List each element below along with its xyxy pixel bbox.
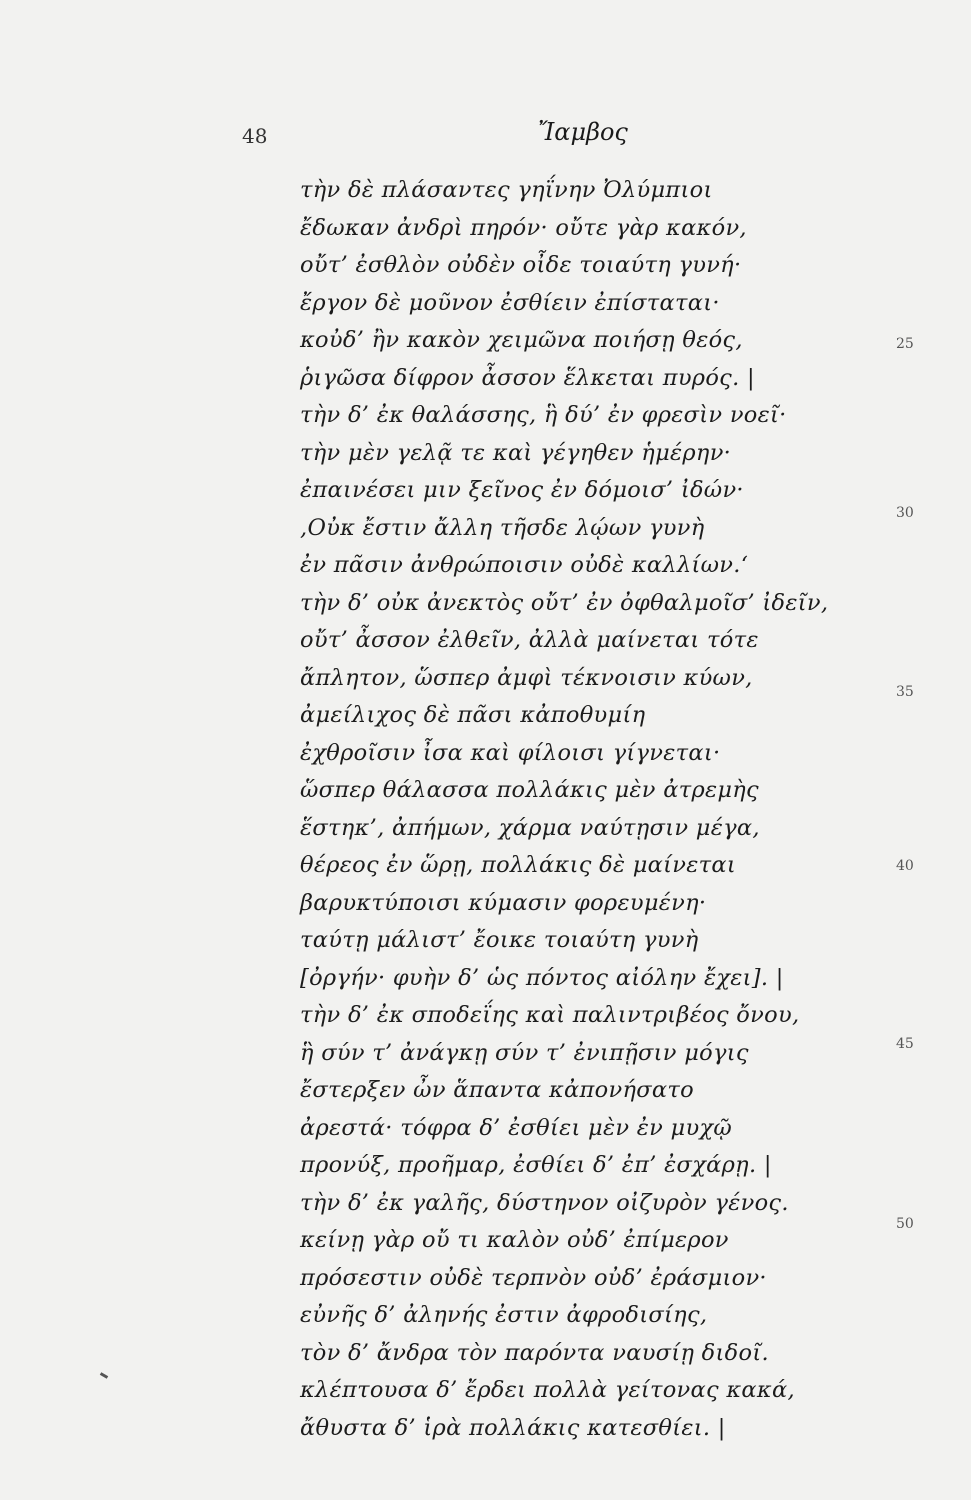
verse-line: ἐπαινέσει μιν ξεῖνος ἐν δόμοισ’ ἰδών· <box>300 477 744 503</box>
verse-line: κλέπτουσα δ’ ἔρδει πολλὰ γείτονας κακά, <box>300 1377 795 1403</box>
verse-line: [ὀργήν· φυὴν δ’ ὡς πόντος αἰόλην ἔχει]. | <box>300 964 784 991</box>
page-number: 48 <box>242 124 268 148</box>
verse-line: τὴν δ’ οὐκ ἀνεκτὸς οὔτ’ ἐν ὀφθαλμοῖσ’ ἰδεῖν, <box>300 589 829 616</box>
verse-line: ἣ σύν τ’ ἀνάγκῃ σύν τ’ ἐνιπῇσιν μόγις <box>300 1039 749 1066</box>
verse-line: θέρεος ἐν ὥρῃ, πολλάκις δὲ μαίνεται <box>300 852 736 878</box>
verse-line: ῥιγῶσα δίφρον ἆσσον ἕλκεται πυρός. | <box>300 364 755 391</box>
poem-text <box>300 172 880 1447</box>
running-title: Ἴαμβος <box>538 118 628 146</box>
verse-line: ,Οὐκ ἔστιν ἄλλη τῆσδε λῴων γυνὴ <box>300 514 705 541</box>
verse-line: ἔστερξεν ὦν ἅπαντα κἀπονήσατο <box>300 1077 694 1103</box>
verse-line: κοὐδ’ ἢν κακὸν χειμῶνα ποιήσῃ θεός, <box>300 327 743 353</box>
verse-line: τὸν δ’ ἄνδρα τὸν παρόντα ναυσίῃ διδοῖ. <box>300 1339 769 1366</box>
verse-line: ἕστηκ’, ἀπήμων, χάρμα ναύτῃσιν μέγα, <box>300 814 760 841</box>
line-number-40: 40 <box>896 858 914 874</box>
verse-line: ὥσπερ θάλασσα πολλάκις μὲν ἀτρεμὴς <box>300 777 759 803</box>
verse-line: ἔργον δὲ μοῦνον ἐσθίειν ἐπίσταται· <box>300 289 720 316</box>
verse-line: κείνῃ γὰρ οὔ τι καλὸν οὐδ’ ἐπίμερον <box>300 1227 729 1253</box>
line-number-35: 35 <box>896 684 914 700</box>
line-number-45: 45 <box>896 1036 914 1052</box>
verse-line: πρόσεστιν οὐδὲ τερπνὸν οὐδ’ ἐράσμιον· <box>300 1264 767 1291</box>
verse-line: τὴν δ’ ἐκ σποδεΐης καὶ παλιντριβέος ὄνου, <box>300 1002 800 1028</box>
verse-line: ἐχθροῖσιν ἶσα καὶ φίλοισι γίγνεται· <box>300 739 721 766</box>
verse-line: ἀρεστά· τόφρα δ’ ἐσθίει μὲν ἐν μυχῷ <box>300 1114 733 1141</box>
line-number-50: 50 <box>896 1216 914 1232</box>
verse-line: ἐν πᾶσιν ἀνθρώποισιν οὐδὲ καλλίων.‘ <box>300 552 749 578</box>
verse-line: τὴν δ’ ἐκ γαλῆς, δύστηνον οἰζυρὸν γένος. <box>300 1189 789 1216</box>
verse-line: τὴν δὲ πλάσαντες γηΐνην Ὀλύμπιοι <box>300 177 713 203</box>
verse-line: τὴν δ’ ἐκ θαλάσσης, ἣ δύ’ ἐν φρεσὶν νοεῖ· <box>300 402 787 428</box>
verse-line: ἄπλητον, ὥσπερ ἀμφὶ τέκνοισιν κύων, <box>300 664 753 691</box>
verse-line: οὔτ’ ἐσθλὸν οὐδὲν οἶδε τοιαύτη γυνή· <box>300 252 742 278</box>
verse-line: ταύτῃ μάλιστ’ ἔοικε τοιαύτη γυνὴ <box>300 927 699 953</box>
verse-line: τὴν μὲν γελᾷ τε καὶ γέγηθεν ἡμέρην· <box>300 439 732 466</box>
line-number-25: 25 <box>896 336 914 352</box>
verse-line: ἄθυστα δ’ ἱρὰ πολλάκις κατεσθίει. | <box>300 1414 726 1441</box>
verse-line: ἀμείλιχος δὲ πᾶσι κἀποθυμίη <box>300 702 646 728</box>
verse-line: ἔδωκαν ἀνδρὶ πηρόν· οὔτε γὰρ κακόν, <box>300 214 747 241</box>
verse-line: βαρυκτύποισι κύμασιν φορευμένη· <box>300 889 707 916</box>
verse-line: οὔτ’ ἆσσον ἐλθεῖν, ἀλλὰ μαίνεται τότε <box>300 627 759 653</box>
verse-line: εὐνῆς δ’ ἀληνής ἐστιν ἀφροδισίης, <box>300 1302 708 1328</box>
verse-line: προνύξ, προῆμαρ, ἐσθίει δ’ ἐπ’ ἐσχάρῃ. | <box>300 1152 772 1178</box>
margin-mark <box>100 1372 108 1379</box>
line-number-30: 30 <box>896 505 914 521</box>
